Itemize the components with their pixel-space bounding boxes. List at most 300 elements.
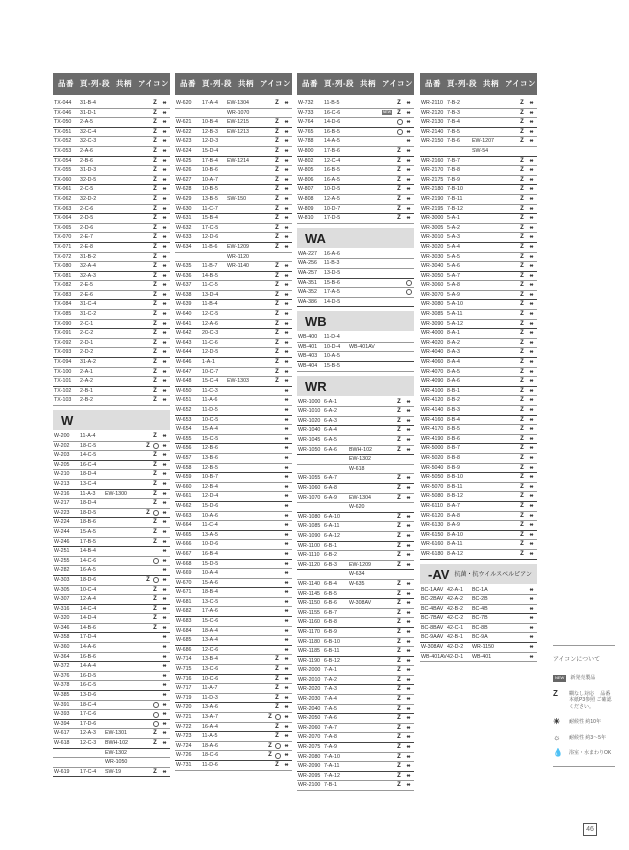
page-position: 15-A-6	[202, 579, 218, 586]
page-position: 13-B-6	[202, 454, 218, 461]
page-position: 7-A-2	[324, 676, 337, 683]
water-drops-icon: ♦♦	[529, 234, 533, 241]
product-code: W-244	[54, 528, 70, 535]
water-drops-icon: ♦♦	[529, 253, 533, 260]
product-code: TX-054	[54, 157, 72, 164]
product-code: WR-2170	[421, 167, 444, 174]
product-code: W-210	[54, 471, 70, 478]
page-position: 11-B-4	[202, 301, 218, 308]
page-position: 13-D-6	[80, 692, 97, 699]
icon-cell	[395, 176, 412, 185]
page-position: 15-A-5	[80, 528, 96, 535]
product-code: W-619	[54, 768, 70, 775]
sun-10yr-icon: ☀	[553, 717, 561, 726]
product-code: W-651	[176, 397, 192, 404]
new-badge-icon: NEW	[382, 110, 391, 115]
icon-cell	[151, 480, 168, 489]
product-code: WB-400	[298, 334, 318, 341]
icon-cell	[151, 329, 168, 338]
page-position: 8-B-10	[447, 474, 463, 481]
water-drops-icon: ♦♦	[406, 138, 410, 145]
water-drops-icon: ♦♦	[406, 638, 410, 645]
table-row	[420, 272, 537, 282]
product-code: W-733	[298, 109, 314, 116]
z-icon: Z	[520, 320, 524, 327]
page-position: 31-B-2	[80, 253, 96, 260]
icon-cell	[151, 137, 168, 146]
product-code: WR-2150	[421, 138, 444, 145]
table-row	[420, 281, 537, 291]
water-drops-icon: ♦♦	[162, 272, 166, 279]
water-drops-icon: ♦♦	[406, 609, 410, 616]
icon-cell	[282, 502, 290, 511]
table-row	[175, 176, 292, 186]
product-code: W-652	[176, 407, 192, 413]
z-icon: Z	[153, 215, 157, 222]
z-icon: Z	[153, 397, 157, 404]
shared-pattern: WR-1140	[227, 263, 249, 270]
icon-cell	[282, 588, 290, 597]
water-drops-icon: ♦♦	[529, 100, 533, 106]
z-icon: Z	[153, 205, 157, 212]
icon-cell	[395, 551, 412, 560]
page-position: 17-D-4	[80, 634, 97, 641]
product-code: WR-6110	[421, 502, 443, 509]
table-row	[297, 695, 414, 705]
water-drops-icon: ♦♦	[406, 427, 410, 434]
product-code: TX-094	[54, 359, 72, 366]
z-icon: Z	[146, 442, 150, 449]
page-position: 6-A-7	[324, 475, 337, 482]
z-icon: Z	[397, 494, 401, 501]
product-code: WR-4070	[421, 368, 444, 375]
water-drops-icon: ♦♦	[406, 119, 410, 126]
z-icon: Z	[397, 753, 401, 760]
z-icon: Z	[268, 742, 272, 749]
product-code: WR-1085	[298, 523, 321, 530]
table-row	[420, 195, 537, 205]
icon-cell	[153, 701, 168, 710]
page-position: 42-A-2	[447, 596, 463, 603]
table-row	[53, 499, 170, 509]
z-icon: Z	[275, 675, 279, 682]
icon-cell	[151, 586, 168, 595]
icon-cell	[395, 733, 412, 742]
page-position: 10-A-5	[324, 353, 340, 360]
z-icon: Z	[397, 398, 401, 405]
product-code: TX-060	[54, 176, 72, 183]
product-code: WR-2070	[298, 734, 321, 741]
product-code: TX-050	[54, 119, 72, 126]
table-row	[175, 348, 292, 358]
table-row	[297, 298, 414, 308]
icon-cell	[151, 253, 168, 262]
page-position: 42-B-2	[447, 605, 463, 612]
product-code: W-650	[176, 387, 192, 394]
icon-cell	[151, 272, 168, 281]
water-drops-icon: ♦♦	[529, 624, 533, 631]
water-drops-icon: ♦♦	[529, 615, 533, 622]
water-drops-icon: ♦♦	[162, 282, 166, 289]
product-code: BC-7BAV	[421, 615, 444, 622]
product-code: WR-6180	[421, 550, 444, 557]
header-id: 品番	[58, 79, 74, 88]
icon-cell	[273, 185, 290, 194]
z-icon: Z	[153, 186, 157, 193]
z-icon: Z	[520, 359, 524, 366]
page-position: 7-B-11	[447, 195, 463, 202]
table-row	[297, 762, 414, 772]
z-icon: Z	[520, 474, 524, 481]
table-row	[53, 118, 170, 128]
water-drops-icon: ♦♦	[529, 263, 533, 270]
table-row	[420, 339, 537, 349]
page-position: 7-B-7	[447, 157, 460, 164]
shared-pattern: EW-1300	[105, 490, 127, 497]
page-position: 32-C-3	[80, 138, 97, 145]
icon-cell	[282, 387, 290, 396]
icon-cell	[395, 561, 412, 570]
z-icon: Z	[153, 519, 157, 526]
water-drops-icon: ♦♦	[529, 407, 533, 413]
icon-cell	[273, 320, 290, 329]
page-position: 6-B-5	[324, 590, 337, 597]
table-row	[53, 749, 170, 759]
z-icon: Z	[520, 397, 524, 404]
page-position: 18-A-6	[202, 742, 218, 749]
product-code: W-202	[54, 442, 70, 449]
shared-pattern: BC-2B	[472, 596, 488, 603]
icon-cell	[282, 454, 290, 463]
table-row	[175, 531, 292, 541]
page-position: 2-E-8	[80, 243, 93, 250]
page-position: 8-A-3	[447, 349, 460, 356]
z-icon: Z	[397, 638, 401, 645]
product-code: WB-401	[298, 343, 318, 350]
icon-cell	[151, 339, 168, 348]
table-row	[420, 614, 537, 624]
page-position: 1-A-1	[202, 359, 215, 366]
product-code: TX-081	[54, 272, 72, 279]
z-icon: Z	[520, 128, 524, 135]
table-row	[53, 662, 170, 672]
water-drops-icon: ♦♦	[162, 339, 166, 346]
icon-cell	[518, 329, 535, 338]
product-code: W-764	[298, 119, 314, 126]
z-icon: Z	[275, 704, 279, 711]
water-drops-icon: ♦♦	[529, 176, 533, 183]
table-row	[53, 205, 170, 215]
z-icon: Z	[275, 349, 279, 356]
icon-cell	[518, 502, 535, 511]
table-row	[175, 368, 292, 378]
water-drops-icon: ♦♦	[406, 753, 410, 760]
product-code: W-627	[176, 176, 192, 183]
table-row	[420, 387, 537, 397]
z-icon: Z	[275, 215, 279, 222]
product-code: W-660	[176, 483, 192, 490]
product-code: W-714	[176, 656, 192, 663]
product-code: BC-4BAV	[421, 605, 444, 612]
page-position: 14-A-6	[80, 644, 96, 651]
z-icon: Z	[275, 685, 279, 692]
z-icon: Z	[397, 590, 401, 597]
z-icon: Z	[275, 282, 279, 289]
table-row	[297, 551, 414, 561]
water-drops-icon: ♦♦	[406, 763, 410, 770]
z-icon: Z	[153, 157, 157, 164]
page-position: 13-A-4	[202, 637, 218, 644]
water-drops-icon: ♦♦	[162, 557, 166, 564]
water-drops-icon: ♦♦	[284, 291, 288, 298]
product-code: WA-227	[298, 250, 317, 257]
icon-cell	[151, 147, 168, 156]
z-icon: Z	[153, 615, 157, 622]
icon-cell	[395, 724, 412, 733]
icon-cell	[395, 436, 412, 445]
z-icon: Z	[397, 532, 401, 539]
product-code: W-732	[298, 100, 314, 106]
water-drops-icon: ♦♦	[529, 378, 533, 385]
icon-cell	[404, 137, 412, 146]
page-position: 17-A-6	[202, 608, 218, 615]
shared-pattern: W-620	[349, 504, 365, 511]
page-position: 15-D-6	[202, 502, 219, 509]
z-icon: Z	[520, 186, 524, 193]
z-icon: Z	[520, 109, 524, 116]
shared-pattern: W-618	[349, 465, 365, 472]
water-drops-icon: ♦♦	[162, 138, 166, 145]
z-icon: Z	[520, 301, 524, 308]
table-row	[53, 185, 170, 195]
water-drops-icon: ♦♦	[284, 186, 288, 193]
page-position: 13-D-4	[202, 291, 219, 298]
table-row	[297, 733, 414, 743]
table-row	[175, 281, 292, 291]
product-code: WR-1080	[298, 513, 321, 520]
table-row	[175, 665, 292, 675]
icon-cell	[282, 521, 290, 530]
page-position: 6-A-3	[324, 417, 337, 424]
page-position: 10-D-5	[324, 186, 341, 193]
page-position: 10-A-4	[202, 570, 218, 577]
icon-cell	[518, 358, 535, 367]
page-position: 18-D-6	[80, 576, 97, 583]
icon-cell	[160, 633, 168, 642]
water-drops-icon: ♦♦	[162, 701, 166, 708]
product-code: W-632	[176, 224, 192, 231]
page-position: 42-B-1	[447, 634, 463, 641]
z-icon: Z	[275, 263, 279, 270]
water-drops-icon: ♦♦	[529, 205, 533, 212]
product-code: WR-5040	[421, 464, 444, 471]
product-code: W-637	[176, 282, 192, 289]
water-drops-icon: ♦♦	[284, 493, 288, 500]
z-icon: Z	[153, 109, 157, 116]
page-position: 6-A-11	[324, 523, 340, 530]
icon-cell	[151, 358, 168, 367]
table-row	[53, 557, 170, 567]
water-drops-icon: ♦♦	[284, 119, 288, 126]
water-drops-icon: ♦♦	[284, 531, 288, 538]
legend-item-sun-3-5yr	[553, 732, 615, 742]
page-position: 8-B-5	[447, 426, 460, 433]
icon-cell	[395, 695, 412, 704]
z-icon: Z	[153, 224, 157, 231]
page-position: 5-A-10	[447, 301, 463, 308]
shared-pattern: BWH-102	[349, 446, 372, 453]
product-code: W-372	[54, 663, 70, 670]
water-drops-icon: ♦♦	[284, 589, 288, 596]
table-row	[420, 605, 537, 615]
product-code: WR-2180	[421, 186, 444, 193]
table-row	[53, 518, 170, 528]
icon-cell	[518, 454, 535, 463]
icon-cell	[153, 710, 168, 719]
product-code: W-659	[176, 474, 192, 481]
product-code: W-658	[176, 464, 192, 471]
shared-pattern: EW-1215	[227, 119, 249, 126]
icon-cell	[282, 473, 290, 482]
table-row	[53, 614, 170, 624]
water-drops-icon: ♦♦	[284, 723, 288, 730]
z-icon: Z	[275, 272, 279, 279]
legend-item-sun-10yr	[553, 719, 615, 726]
header-icon: アイコン	[260, 79, 292, 88]
table-row	[53, 528, 170, 538]
table-row	[53, 586, 170, 596]
water-drops-icon: ♦♦	[162, 567, 166, 574]
z-icon: Z	[275, 378, 279, 385]
water-drops-icon: ♦♦	[284, 407, 288, 413]
page-position: 8-B-4	[447, 416, 460, 423]
section-title: WB	[305, 314, 327, 330]
table-row	[297, 781, 414, 791]
z-icon: Z	[275, 176, 279, 183]
icon-cell	[151, 470, 168, 479]
icon-cell	[518, 157, 535, 166]
product-code: W-358	[54, 634, 70, 641]
z-icon: Z	[520, 368, 524, 375]
table-row	[420, 137, 537, 147]
page-position: 6-B-9	[324, 628, 337, 635]
icon-cell	[518, 243, 535, 252]
z-icon: Z	[520, 167, 524, 174]
legend-top-rule	[553, 645, 615, 646]
water-drops-icon: ♦♦	[284, 359, 288, 366]
icon-cell	[282, 464, 290, 473]
water-drops-icon: ♦♦	[284, 570, 288, 577]
product-code: WR-2160	[421, 157, 444, 164]
z-icon: Z	[520, 176, 524, 183]
table-row	[53, 166, 170, 176]
icon-cell	[151, 291, 168, 300]
water-drops-icon: ♦♦	[284, 205, 288, 212]
icon-cell	[160, 662, 168, 671]
page-position: 13-A-6	[202, 704, 218, 711]
z-icon: Z	[520, 435, 524, 442]
product-code: WR-2050	[298, 715, 321, 722]
page-position: 13-A-5	[202, 531, 218, 538]
page-position: 17-D-5	[324, 215, 341, 222]
table-row	[420, 262, 537, 272]
page-position: 14-B-6	[80, 624, 96, 631]
water-drops-icon: ♦♦	[162, 186, 166, 193]
water-drops-icon: ♦♦	[529, 301, 533, 308]
water-drops-icon: ♦♦	[162, 301, 166, 308]
water-drops-icon: ♦♦	[529, 605, 533, 612]
page-position: 11-D-4	[324, 334, 340, 341]
water-drops-icon: ♦♦	[162, 461, 166, 468]
table-row	[175, 99, 292, 109]
table-row	[297, 352, 414, 362]
icon-cell	[527, 595, 535, 604]
table-row	[175, 761, 292, 771]
z-icon: Z	[397, 763, 401, 770]
circle-icon	[153, 443, 159, 449]
table-row	[420, 185, 537, 195]
water-drops-icon: ♦♦	[529, 224, 533, 231]
page-position: 15-A-4	[202, 426, 218, 433]
icon-cell	[273, 205, 290, 214]
icon-cell	[518, 320, 535, 329]
product-code: BC-2BAV	[421, 596, 444, 603]
icon-cell	[518, 310, 535, 319]
table-row	[420, 99, 537, 109]
icon-cell	[404, 362, 412, 371]
page-position: 2-C-2	[80, 330, 94, 337]
page-position: 2-E-6	[80, 291, 93, 298]
product-code: WR-6150	[421, 531, 444, 538]
water-drops-icon: ♦♦	[284, 263, 288, 270]
product-code: W-203	[54, 452, 70, 459]
product-code: WR-2110	[421, 100, 443, 106]
product-code: WR-2195	[421, 205, 444, 212]
icon-cell	[518, 291, 535, 300]
water-drops-icon: ♦♦	[284, 502, 288, 509]
water-drops-icon: ♦♦	[406, 676, 410, 683]
water-drops-icon: ♦♦	[529, 512, 533, 519]
header-alt: 共柄	[116, 79, 132, 88]
z-icon: Z	[275, 301, 279, 308]
water-drops-icon: ♦♦	[529, 167, 533, 174]
water-drops-icon: ♦♦	[162, 109, 166, 116]
water-drops-icon: ♦♦	[529, 634, 533, 641]
z-icon: Z	[397, 167, 401, 174]
product-code: W-630	[176, 205, 192, 212]
z-icon: Z	[153, 349, 157, 356]
water-drops-icon: ♦♦	[162, 442, 166, 449]
table-row	[297, 343, 414, 353]
water-drops-icon: ♦♦	[406, 494, 410, 501]
water-drops-icon: ♦♦	[406, 561, 410, 568]
water-drops-icon: ♦♦	[529, 186, 533, 193]
z-icon: Z	[275, 311, 279, 318]
water-drops-icon: ♦♦	[406, 128, 410, 135]
water-drops-icon: ♦♦	[406, 686, 410, 693]
icon-cell	[518, 253, 535, 262]
product-code: WR-4000	[421, 330, 444, 337]
z-icon: Z	[520, 550, 524, 557]
product-code: TX-053	[54, 147, 72, 154]
shared-pattern: EW-1209	[349, 561, 371, 568]
page-position: 7-A-3	[324, 686, 337, 693]
icon-cell	[518, 272, 535, 281]
table-row	[297, 657, 414, 667]
shared-pattern: WR-1050	[105, 759, 128, 766]
page-position: 42-C-1	[447, 624, 464, 631]
icon-cell	[395, 513, 412, 522]
